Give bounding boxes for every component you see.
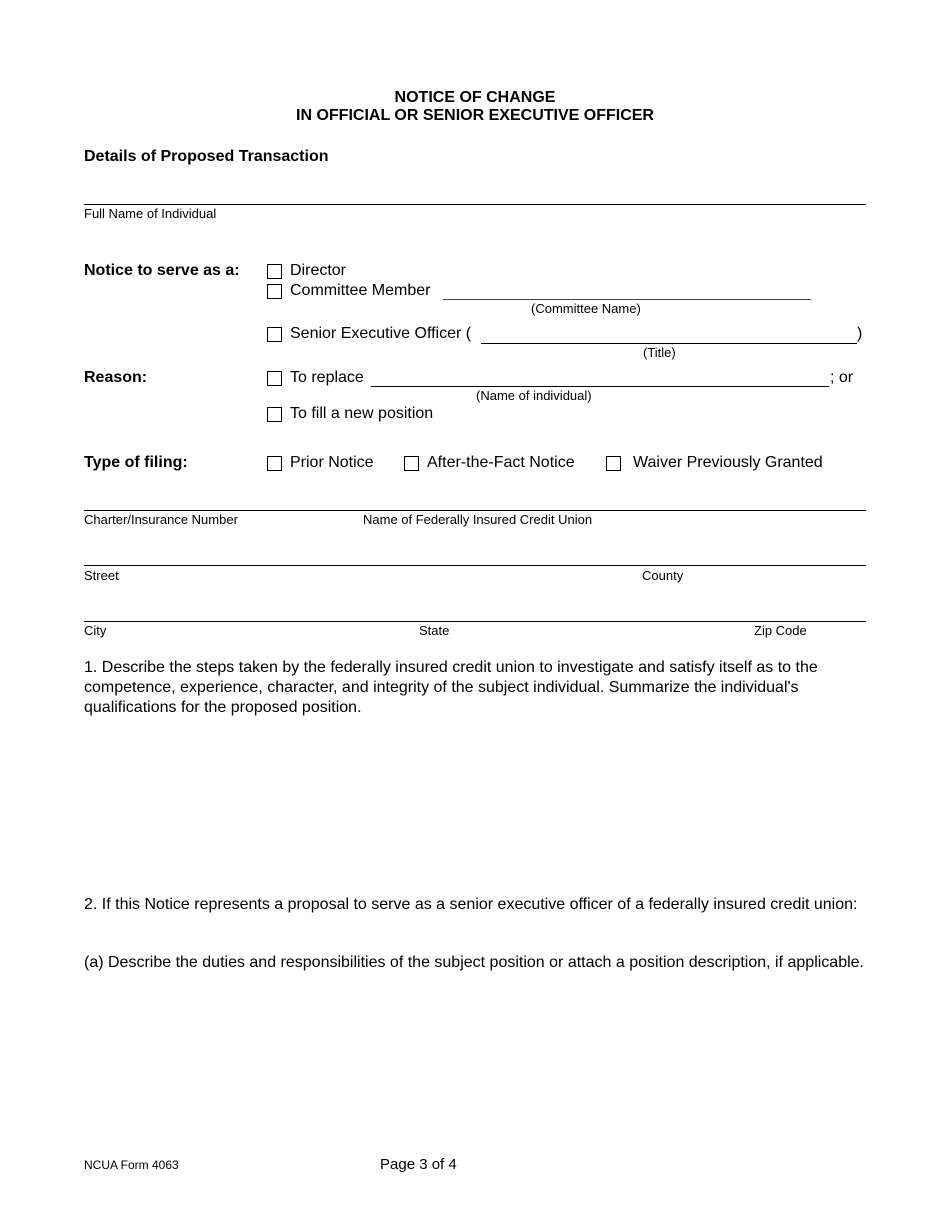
city-state-zip-field-line[interactable] — [84, 621, 866, 622]
title-field[interactable] — [481, 343, 857, 344]
replace-name-field[interactable] — [371, 386, 829, 387]
charter-cu-field-line[interactable] — [84, 510, 866, 511]
name-caption: (Name of individual) — [476, 388, 592, 403]
after-fact-checkbox[interactable] — [404, 456, 419, 471]
cu-name-label: Name of Federally Insured Credit Union — [363, 512, 593, 527]
state-label: State — [419, 623, 450, 638]
prior-notice-checkbox[interactable] — [267, 456, 282, 471]
senior-exec-label: Senior Executive Officer ( — [290, 325, 472, 342]
zip-label: Zip Code — [754, 623, 807, 638]
committee-member-label: Committee Member — [290, 282, 431, 299]
street-label: Street — [84, 568, 119, 583]
page-number: Page 3 of 4 — [380, 1156, 457, 1173]
waiver-checkbox[interactable] — [606, 456, 621, 471]
new-position-checkbox[interactable] — [267, 407, 282, 422]
form-number: NCUA Form 4063 — [84, 1158, 179, 1172]
senior-exec-close-paren: ) — [857, 325, 863, 342]
new-position-label: To fill a new position — [290, 405, 434, 422]
director-label: Director — [290, 262, 347, 279]
question-2: 2. If this Notice represents a proposal to serve as a senior executive officer of a federally insured credit union: — [84, 896, 858, 913]
or-suffix: ; or — [830, 369, 854, 386]
form-title-line1: NOTICE OF CHANGE — [394, 89, 556, 106]
filing-label: Type of filing: — [84, 454, 188, 471]
waiver-label: Waiver Previously Granted — [633, 454, 823, 471]
notice-label: Notice to serve as a: — [84, 262, 240, 279]
committee-member-checkbox[interactable] — [267, 284, 282, 299]
director-checkbox[interactable] — [267, 264, 282, 279]
charter-label: Charter/Insurance Number — [84, 512, 238, 527]
reason-label: Reason: — [84, 369, 148, 386]
section-heading: Details of Proposed Transaction — [84, 148, 329, 165]
street-county-field-line[interactable] — [84, 565, 866, 566]
full-name-field[interactable] — [84, 204, 866, 205]
senior-exec-checkbox[interactable] — [267, 327, 282, 342]
city-label: City — [84, 623, 107, 638]
question-1: 1. Describe the steps taken by the federally insured credit union to investigate and satisfy itself as to the competence, experience, character, and integrity of the subject individual. Summarize the individual's qualifications for the proposed position. — [84, 659, 818, 716]
full-name-label: Full Name of Individual — [84, 206, 217, 221]
prior-notice-label: Prior Notice — [290, 454, 374, 471]
form-title-line2: IN OFFICIAL OR SENIOR EXECUTIVE OFFICER — [296, 107, 654, 124]
question-2a: (a) Describe the duties and responsibilities of the subject position or attach a position description, if applicable. — [84, 954, 864, 971]
to-replace-checkbox[interactable] — [267, 371, 282, 386]
committee-name-field[interactable] — [443, 299, 811, 300]
committee-name-caption: (Committee Name) — [531, 301, 641, 316]
to-replace-label: To replace — [290, 369, 364, 386]
title-caption: (Title) — [643, 345, 676, 360]
after-fact-label: After-the-Fact Notice — [427, 454, 575, 471]
county-label: County — [642, 568, 684, 583]
